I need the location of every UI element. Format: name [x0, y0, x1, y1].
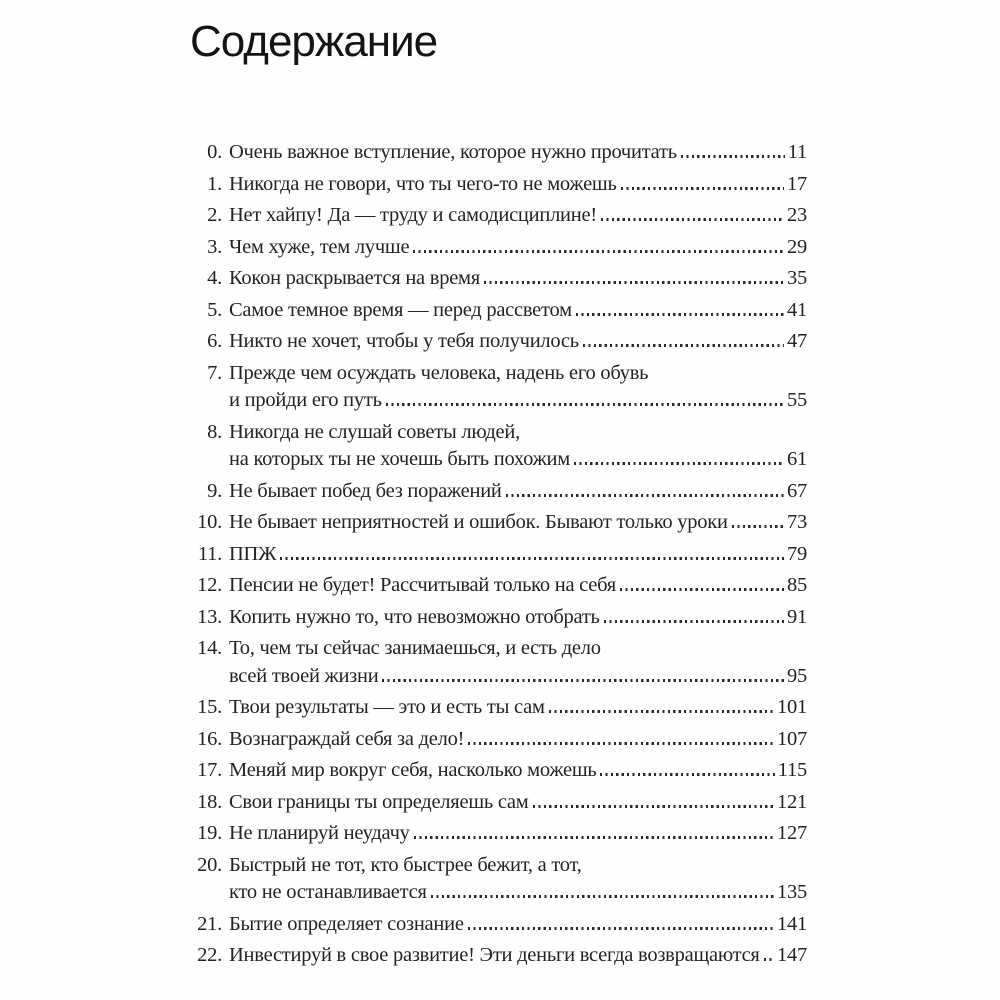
toc-entry-body: [229, 757, 807, 785]
toc-entry-title: Быстрый не тот, кто быстрее бежит, а тот,: [229, 853, 582, 876]
toc-entry-line: [229, 387, 807, 415]
toc-entry-line: [229, 265, 807, 293]
toc-entry-body: [229, 478, 807, 506]
dot-leader: [549, 710, 774, 713]
toc-entry-number: 10.: [197, 511, 222, 533]
toc-entry-line: [229, 202, 807, 230]
dot-leader: [764, 958, 774, 961]
toc-entry-body: [229, 572, 807, 600]
toc-entry-number: 8.: [207, 420, 222, 443]
toc-entry: [190, 942, 807, 970]
toc-page-number: 61: [787, 448, 807, 470]
toc-entry: [190, 139, 807, 167]
toc-entry: [190, 635, 807, 690]
dot-leader: [386, 403, 784, 406]
toc-entry-line: [229, 509, 807, 537]
page-title: Содержание: [190, 17, 438, 66]
toc-entry: [190, 478, 807, 506]
toc-page-number: 67: [787, 479, 807, 502]
toc-entry-title: Никогда не слушай советы людей,: [229, 420, 520, 443]
toc-entry-body: [229, 297, 807, 325]
toc-entry-title: Кокон раскрывается на время: [229, 267, 480, 289]
toc-entry-title: Пенсии не будет! Рассчитывай только на себя: [229, 574, 616, 596]
toc-entry-body: [229, 789, 807, 817]
toc-entry-title: и пройди его путь: [229, 389, 382, 411]
toc-entry: [190, 360, 807, 415]
toc-entry: [190, 171, 807, 199]
toc-entry: [190, 328, 807, 356]
toc-entry-body: [229, 852, 807, 907]
dot-leader: [574, 462, 784, 465]
toc-entry-line: [229, 852, 807, 880]
toc-entry-line: [229, 635, 807, 663]
toc-entry-title: Твои результаты — это и есть ты сам: [229, 696, 545, 718]
toc-entry-title: Никогда не говори, что ты чего-то не можешь: [229, 172, 617, 195]
toc-entry-number: 2.: [207, 204, 222, 226]
toc-entry-title: Бытие определяет сознание: [229, 912, 464, 935]
toc-entry-number: 1.: [207, 172, 222, 195]
toc-page-number: 29: [787, 235, 807, 258]
toc-entry: [190, 297, 807, 325]
toc-entry: [190, 694, 807, 722]
dot-leader: [583, 344, 784, 347]
toc-entry-number: 15.: [197, 696, 222, 718]
toc-entry-line: [229, 572, 807, 600]
toc-entry-line: [229, 663, 807, 691]
toc-entry-body: [229, 509, 807, 537]
dot-leader: [468, 742, 774, 745]
toc-entry-body: [229, 171, 807, 199]
dot-leader: [468, 927, 774, 930]
toc-entry: [190, 789, 807, 817]
toc-entry-body: [229, 419, 807, 474]
toc-page-number: 91: [787, 605, 807, 628]
toc-entry: [190, 265, 807, 293]
toc-entry-body: [229, 726, 807, 754]
toc-entry-line: [229, 942, 807, 970]
toc-entry-body: [229, 139, 807, 167]
toc-entry-title: Прежде чем осуждать человека, надень его обувь: [229, 361, 649, 384]
toc-page-number: 121: [777, 790, 807, 813]
toc-page-number: 95: [787, 664, 807, 687]
toc-entry-title: То, чем ты сейчас занимаешься, и есть дело: [229, 637, 601, 659]
toc-page-number: 11: [787, 141, 807, 163]
toc-entry-body: [229, 820, 807, 848]
toc-entry-title: Не бывает побед без поражений: [229, 479, 502, 502]
toc-entry-number: 19.: [197, 822, 222, 844]
toc-entry-title: Никто не хочет, чтобы у тебя получилось: [229, 330, 579, 352]
toc-entry-line: [229, 789, 807, 817]
dot-leader: [431, 895, 774, 898]
toc-entry-number: 21.: [197, 912, 222, 935]
toc-page-number: 147: [777, 944, 807, 966]
toc-entry-line: [229, 446, 807, 474]
toc-page-number: 17: [787, 172, 807, 195]
toc-entry-line: [229, 820, 807, 848]
dot-leader: [533, 805, 775, 808]
toc-page-number: 135: [777, 881, 807, 903]
toc-entry-number: 22.: [197, 944, 222, 966]
toc-entry-body: [229, 541, 807, 569]
toc-page-number: 127: [777, 822, 807, 844]
toc-entry-body: [229, 202, 807, 230]
toc-entry-body: [229, 328, 807, 356]
toc-entry-line: [229, 694, 807, 722]
toc-entry-title: Меняй мир вокруг себя, насколько можешь: [229, 759, 597, 781]
toc-entry-line: [229, 757, 807, 785]
dot-leader: [601, 218, 784, 221]
toc-entry-number: 9.: [207, 479, 222, 502]
dot-leader: [280, 557, 784, 560]
toc-entry-line: [229, 234, 807, 262]
toc-entry-line: [229, 541, 807, 569]
toc-entry-line: [229, 360, 807, 388]
toc-entry-title: Не планируй неудачу: [229, 822, 410, 844]
toc-page-number: 47: [787, 330, 807, 352]
toc-entry-number: 16.: [197, 727, 222, 750]
dot-leader: [382, 679, 784, 682]
toc-entry-line: [229, 879, 807, 907]
toc-entry-body: [229, 911, 807, 939]
toc-entry: [190, 419, 807, 474]
toc-entry-number: 20.: [197, 853, 222, 876]
toc-entry-body: [229, 694, 807, 722]
table-of-contents: [190, 139, 807, 970]
toc-entry-title: Свои границы ты определяешь сам: [229, 790, 529, 813]
toc-entry-title: Инвестируй в свое развитие! Эти деньги всегда возвращаются: [229, 944, 760, 966]
toc-entry-title: Не бывает неприятностей и ошибок. Бывают только уроки: [229, 511, 728, 533]
toc-page-number: 79: [787, 542, 807, 565]
toc-page-number: 73: [787, 511, 807, 533]
toc-entry-title: Нет хайпу! Да — труду и самодисциплине!: [229, 204, 597, 226]
toc-entry-body: [229, 604, 807, 632]
toc-entry-line: [229, 604, 807, 632]
toc-entry-number: 13.: [197, 605, 222, 628]
toc-entry-body: [229, 360, 807, 415]
toc-entry-line: [229, 911, 807, 939]
toc-entry: [190, 509, 807, 537]
toc-entry-line: [229, 297, 807, 325]
toc-entry-body: [229, 234, 807, 262]
toc-entry-line: [229, 171, 807, 199]
toc-entry-line: [229, 139, 807, 167]
toc-entry: [190, 202, 807, 230]
dot-leader: [621, 187, 784, 190]
toc-entry-body: [229, 942, 807, 970]
dot-leader: [620, 588, 784, 591]
toc-page-number: 107: [777, 727, 807, 750]
toc-entry-number: 18.: [197, 790, 222, 813]
toc-entry: [190, 757, 807, 785]
toc-entry: [190, 234, 807, 262]
dot-leader: [576, 313, 784, 316]
toc-entry-number: 6.: [207, 330, 222, 352]
toc-page-number: 85: [787, 574, 807, 596]
toc-entry-title: всей твоей жизни: [229, 664, 379, 687]
toc-entry-number: 4.: [207, 267, 222, 289]
toc-page-number: 141: [777, 912, 807, 935]
toc-page-number: 41: [787, 298, 807, 321]
toc-entry: [190, 820, 807, 848]
toc-entry-line: [229, 726, 807, 754]
toc-entry: [190, 726, 807, 754]
toc-entry-body: [229, 265, 807, 293]
toc-entry-number: 5.: [207, 298, 222, 321]
toc-entry-title: ППЖ: [229, 542, 277, 565]
toc-entry-title: кто не останавливается: [229, 881, 427, 903]
dot-leader: [681, 155, 785, 158]
toc-entry-line: [229, 419, 807, 447]
toc-page-number: 23: [787, 204, 807, 226]
toc-entry-number: 12.: [197, 574, 222, 596]
toc-entry-line: [229, 328, 807, 356]
toc-entry-number: 0.: [207, 141, 222, 163]
toc-entry-title: Очень важное вступление, которое нужно прочитать: [229, 141, 677, 163]
toc-entry-title: на которых ты не хочешь быть похожим: [229, 448, 571, 470]
dot-leader: [413, 250, 784, 253]
toc-entry-title: Чем хуже, тем лучше: [229, 235, 410, 258]
toc-entry: [190, 911, 807, 939]
toc-entry-body: [229, 635, 807, 690]
toc-page-number: 115: [777, 759, 807, 781]
toc-entry-number: 14.: [197, 637, 222, 659]
dot-leader: [414, 836, 774, 839]
toc-entry-number: 3.: [207, 235, 222, 258]
dot-leader: [600, 773, 774, 776]
toc-entry-number: 7.: [207, 361, 222, 384]
toc-entry-title: Копить нужно то, что невозможно отобрать: [229, 605, 600, 628]
toc-entry-number: 11.: [197, 542, 222, 565]
dot-leader: [732, 525, 784, 528]
toc-page-number: 101: [777, 696, 807, 718]
dot-leader: [604, 620, 784, 623]
toc-entry-title: Вознаграждай себя за дело!: [229, 727, 465, 750]
toc-entry: [190, 852, 807, 907]
toc-entry-line: [229, 478, 807, 506]
toc-entry: [190, 572, 807, 600]
toc-entry: [190, 541, 807, 569]
toc-entry: [190, 604, 807, 632]
dot-leader: [484, 281, 784, 284]
toc-entry-number: 17.: [197, 759, 222, 781]
toc-entry-title: Самое темное время — перед рассветом: [229, 298, 572, 321]
toc-page-number: 35: [787, 267, 807, 289]
toc-page-number: 55: [787, 389, 807, 411]
dot-leader: [506, 494, 784, 497]
